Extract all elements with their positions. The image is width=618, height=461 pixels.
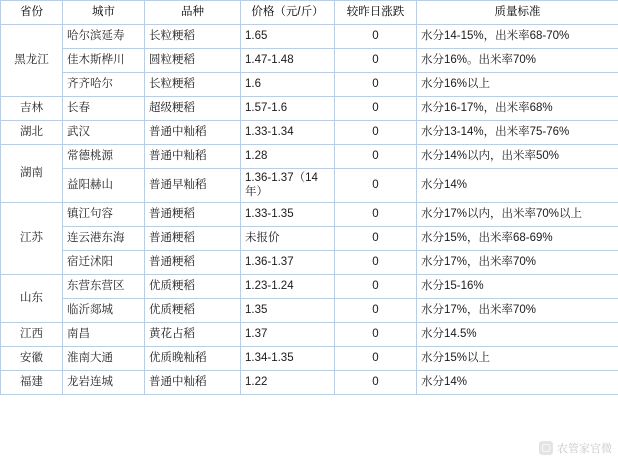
cell-city: 齐齐哈尔 bbox=[63, 73, 145, 97]
cell-change: 0 bbox=[335, 346, 417, 370]
table-row bbox=[1, 250, 618, 274]
cell-change: 0 bbox=[335, 73, 417, 97]
cell-quality: 水分15%，出米率68-69% bbox=[417, 226, 618, 250]
cell-province: 湖南 bbox=[1, 145, 63, 203]
cell-quality: 水分14% bbox=[417, 370, 618, 394]
cell-change: 0 bbox=[335, 25, 417, 49]
cell-variety: 普通粳稻 bbox=[145, 226, 241, 250]
cell-variety: 长粒粳稻 bbox=[145, 25, 241, 49]
cell-quality: 水分17%以内，出米率70%以上 bbox=[417, 202, 618, 226]
cell-city: 宿迁沭阳 bbox=[63, 250, 145, 274]
cell-city: 南昌 bbox=[63, 322, 145, 346]
cell-province: 山东 bbox=[1, 274, 63, 322]
cell-province: 湖北 bbox=[1, 121, 63, 145]
cell-change: 0 bbox=[335, 145, 417, 169]
cell-change: 0 bbox=[335, 274, 417, 298]
cell-change: 0 bbox=[335, 121, 417, 145]
table-row bbox=[1, 169, 618, 203]
cell-city: 临沂郯城 bbox=[63, 298, 145, 322]
cell-variety: 优质晚籼稻 bbox=[145, 346, 241, 370]
cell-province: 黑龙江 bbox=[1, 25, 63, 97]
cell-quality: 水分15%以上 bbox=[417, 346, 618, 370]
table-row bbox=[1, 346, 618, 370]
cell-province: 吉林 bbox=[1, 97, 63, 121]
cell-quality: 水分14%以内，出米率50% bbox=[417, 145, 618, 169]
table-row bbox=[1, 97, 618, 121]
cell-city: 东营东营区 bbox=[63, 274, 145, 298]
table-row bbox=[1, 274, 618, 298]
cell-price: 1.33-1.35 bbox=[241, 202, 335, 226]
cell-variety: 优质粳稻 bbox=[145, 274, 241, 298]
cell-price: 1.36-1.37（14年） bbox=[241, 169, 335, 203]
cell-city: 益阳赫山 bbox=[63, 169, 145, 203]
cell-price: 未报价 bbox=[241, 226, 335, 250]
table-row bbox=[1, 25, 618, 49]
cell-variety: 优质粳稻 bbox=[145, 298, 241, 322]
cell-city: 常德桃源 bbox=[63, 145, 145, 169]
table-row bbox=[1, 49, 618, 73]
cell-city: 长春 bbox=[63, 97, 145, 121]
cell-city: 淮南大通 bbox=[63, 346, 145, 370]
cell-price: 1.6 bbox=[241, 73, 335, 97]
table-row bbox=[1, 226, 618, 250]
cell-city: 镇江句容 bbox=[63, 202, 145, 226]
column-header-price: 价格（元/斤） bbox=[241, 1, 335, 25]
cell-change: 0 bbox=[335, 370, 417, 394]
cell-quality: 水分17%，出米率70% bbox=[417, 298, 618, 322]
cell-quality: 水分14-15%，出米率68-70% bbox=[417, 25, 618, 49]
cell-price: 1.47-1.48 bbox=[241, 49, 335, 73]
column-header-change: 较昨日涨跌 bbox=[335, 1, 417, 25]
table-row bbox=[1, 202, 618, 226]
cell-change: 0 bbox=[335, 49, 417, 73]
cell-quality: 水分16%。出米率70% bbox=[417, 49, 618, 73]
cell-variety: 普通中籼稻 bbox=[145, 145, 241, 169]
table-row bbox=[1, 298, 618, 322]
cell-price: 1.36-1.37 bbox=[241, 250, 335, 274]
table-body bbox=[1, 25, 618, 395]
cell-price: 1.33-1.34 bbox=[241, 121, 335, 145]
cell-quality: 水分16%以上 bbox=[417, 73, 618, 97]
cell-change: 0 bbox=[335, 226, 417, 250]
cell-price: 1.35 bbox=[241, 298, 335, 322]
column-header-city: 城市 bbox=[63, 1, 145, 25]
watermark-label: 农管家官微 bbox=[557, 443, 612, 455]
cell-change: 0 bbox=[335, 298, 417, 322]
cell-variety: 普通中籼稻 bbox=[145, 370, 241, 394]
cell-variety: 超级粳稻 bbox=[145, 97, 241, 121]
cell-change: 0 bbox=[335, 97, 417, 121]
cell-price: 1.65 bbox=[241, 25, 335, 49]
column-header-quality: 质量标准 bbox=[417, 1, 618, 25]
cell-city: 武汉 bbox=[63, 121, 145, 145]
cell-variety: 长粒粳稻 bbox=[145, 73, 241, 97]
cell-change: 0 bbox=[335, 169, 417, 203]
cell-variety: 普通粳稻 bbox=[145, 250, 241, 274]
cell-quality: 水分14.5% bbox=[417, 322, 618, 346]
cell-city: 佳木斯桦川 bbox=[63, 49, 145, 73]
table-header-row bbox=[1, 1, 618, 25]
cell-price: 1.23-1.24 bbox=[241, 274, 335, 298]
cell-change: 0 bbox=[335, 250, 417, 274]
cell-province: 江西 bbox=[1, 322, 63, 346]
app-logo-icon bbox=[539, 441, 553, 455]
column-header-variety: 品种 bbox=[145, 1, 241, 25]
cell-quality: 水分15-16% bbox=[417, 274, 618, 298]
cell-city: 哈尔滨延寿 bbox=[63, 25, 145, 49]
table-row bbox=[1, 73, 618, 97]
table-row bbox=[1, 370, 618, 394]
table-header bbox=[1, 1, 618, 25]
column-header-province: 省份 bbox=[1, 1, 63, 25]
cell-change: 0 bbox=[335, 322, 417, 346]
cell-quality: 水分13-14%，出米率75-76% bbox=[417, 121, 618, 145]
watermark bbox=[539, 440, 612, 456]
cell-province: 江苏 bbox=[1, 202, 63, 274]
cell-province: 安徽 bbox=[1, 346, 63, 370]
cell-variety: 普通粳稻 bbox=[145, 202, 241, 226]
cell-price: 1.28 bbox=[241, 145, 335, 169]
cell-variety: 圆粒粳稻 bbox=[145, 49, 241, 73]
cell-quality: 水分17%，出米率70% bbox=[417, 250, 618, 274]
table-row bbox=[1, 322, 618, 346]
cell-variety: 普通早籼稻 bbox=[145, 169, 241, 203]
cell-quality: 水分14% bbox=[417, 169, 618, 203]
table-row bbox=[1, 121, 618, 145]
cell-variety: 普通中籼稻 bbox=[145, 121, 241, 145]
cell-city: 连云港东海 bbox=[63, 226, 145, 250]
cell-change: 0 bbox=[335, 202, 417, 226]
cell-province: 福建 bbox=[1, 370, 63, 394]
cell-price: 1.37 bbox=[241, 322, 335, 346]
cell-city: 龙岩连城 bbox=[63, 370, 145, 394]
table-row bbox=[1, 145, 618, 169]
cell-quality: 水分16-17%，出米率68% bbox=[417, 97, 618, 121]
cell-price: 1.34-1.35 bbox=[241, 346, 335, 370]
cell-price: 1.22 bbox=[241, 370, 335, 394]
cell-price: 1.57-1.6 bbox=[241, 97, 335, 121]
cell-variety: 黄花占稻 bbox=[145, 322, 241, 346]
